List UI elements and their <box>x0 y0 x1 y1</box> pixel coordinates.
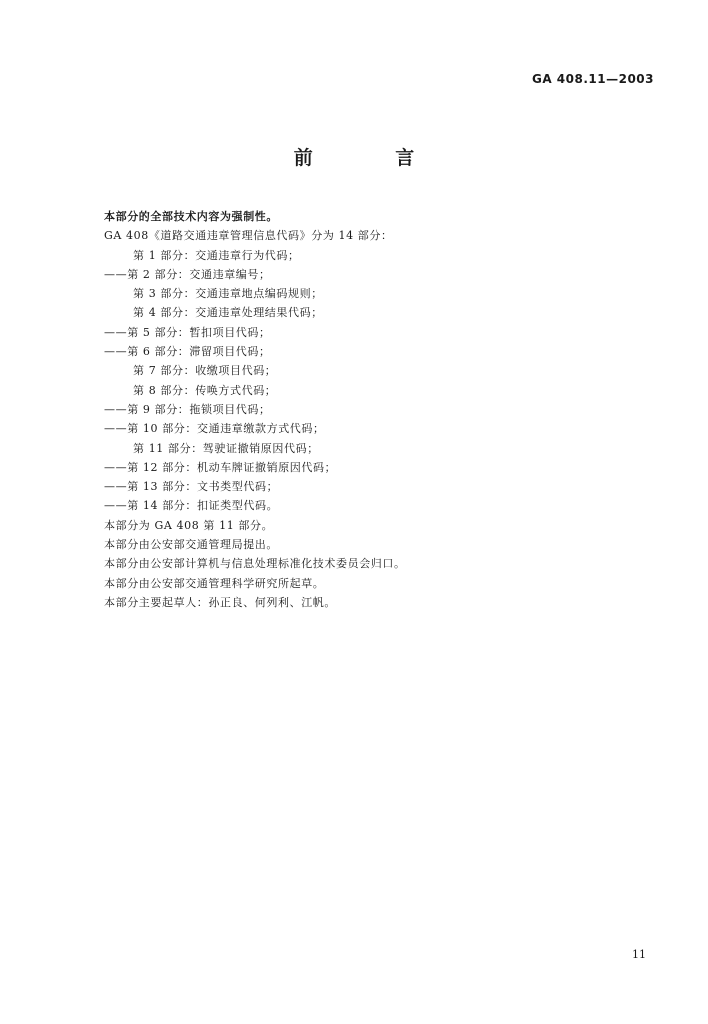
part-list-item: ——第 5 部分：暂扣项目代码； <box>104 325 271 339</box>
closing-paragraph: 本部分主要起草人：孙正良、何列利、江帆。 <box>104 595 336 609</box>
part-list-item: ——第 2 部分：交通违章编号； <box>104 267 271 281</box>
page-number: 11 <box>632 948 646 961</box>
intro-paragraph: 本部分的全部技术内容为强制性。 <box>104 210 278 223</box>
closing-paragraph: 本部分由公安部交通管理局提出。 <box>104 538 278 552</box>
part-list-item: ——第 14 部分：扣证类型代码。 <box>104 499 279 513</box>
part-list-item: ——第 10 部分：交通违章缴款方式代码； <box>104 422 325 436</box>
part-list-item: 第 1 部分：交通违章行为代码； <box>133 248 300 262</box>
part-list-item: ——第 9 部分：拖锁项目代码； <box>104 402 271 416</box>
part-list <box>104 246 664 516</box>
part-list-item: 第 4 部分：交通违章处理结果代码； <box>133 306 323 320</box>
closing-paragraph: 本部分由公安部交通管理科学研究所起草。 <box>104 576 325 590</box>
part-list-item: 第 8 部分：传唤方式代码； <box>133 383 277 397</box>
part-list-item: 第 3 部分：交通违章地点编码规则； <box>133 287 323 301</box>
part-list-item: ——第 12 部分：机动车牌证撤销原因代码； <box>104 460 337 474</box>
overview-paragraph: GA 408《道路交通违章管理信息代码》分为 14 部分： <box>104 229 393 243</box>
part-list-item: ——第 6 部分：滞留项目代码； <box>104 345 271 359</box>
page-title: 前 言 <box>293 147 453 169</box>
standard-code: GA 408.11—2003 <box>531 72 654 86</box>
closing-paragraph: 本部分由公安部计算机与信息处理标准化技术委员会归口。 <box>104 557 406 571</box>
document-body <box>104 207 664 612</box>
part-list-item: 第 11 部分：驾驶证撤销原因代码； <box>133 441 319 455</box>
part-list-item: 第 7 部分：收缴项目代码； <box>133 364 277 378</box>
closing-paragraph: 本部分为 GA 408 第 11 部分。 <box>104 518 274 532</box>
part-list-item: ——第 13 部分：文书类型代码； <box>104 480 279 494</box>
